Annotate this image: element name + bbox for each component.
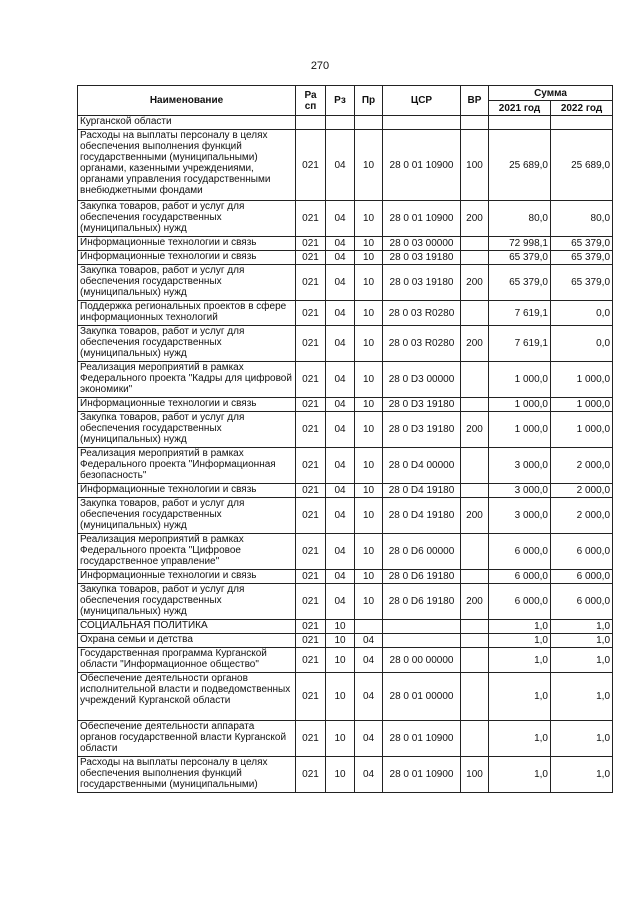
row-pr: 10	[355, 570, 383, 584]
row-vr	[461, 448, 489, 484]
row-vr	[461, 116, 489, 130]
row-pr: 04	[355, 648, 383, 673]
row-2022: 65 379,0	[551, 237, 613, 251]
row-2022: 1 000,0	[551, 362, 613, 398]
row-ra: 021	[296, 448, 326, 484]
row-csr: 28 0 D4 19180	[383, 484, 461, 498]
table-row	[78, 448, 613, 484]
row-ra: 021	[296, 634, 326, 648]
table-row	[78, 534, 613, 570]
row-ra: 021	[296, 620, 326, 634]
table-row	[78, 721, 613, 757]
row-csr: 28 0 03 00000	[383, 237, 461, 251]
row-name: Закупка товаров, работ и услуг для обеспечения государственных (муниципальных) нужд	[78, 201, 296, 237]
row-2022: 1 000,0	[551, 398, 613, 412]
header-2021: 2021 год	[489, 101, 551, 116]
row-pr: 10	[355, 237, 383, 251]
table-row	[78, 301, 613, 326]
row-csr: 28 0 01 10900	[383, 130, 461, 201]
row-2022: 1,0	[551, 673, 613, 721]
row-2022	[551, 116, 613, 130]
row-2021: 3 000,0	[489, 448, 551, 484]
row-csr: 28 0 D4 00000	[383, 448, 461, 484]
row-2022: 6 000,0	[551, 570, 613, 584]
row-vr: 200	[461, 326, 489, 362]
row-2022: 65 379,0	[551, 251, 613, 265]
row-name: Государственная программа Курганской области "Информационное общество"	[78, 648, 296, 673]
row-2021: 1,0	[489, 634, 551, 648]
row-ra: 021	[296, 757, 326, 793]
table-row	[78, 251, 613, 265]
row-pr: 10	[355, 412, 383, 448]
row-rz: 04	[326, 412, 355, 448]
row-ra: 021	[296, 570, 326, 584]
row-rz: 04	[326, 265, 355, 301]
row-ra: 021	[296, 265, 326, 301]
row-vr	[461, 648, 489, 673]
header-vr: ВР	[461, 86, 489, 116]
row-ra: 021	[296, 584, 326, 620]
row-csr: 28 0 01 10900	[383, 757, 461, 793]
row-rz: 04	[326, 584, 355, 620]
row-pr: 10	[355, 484, 383, 498]
row-vr: 100	[461, 130, 489, 201]
row-2022: 0,0	[551, 326, 613, 362]
row-ra: 021	[296, 648, 326, 673]
row-name: Закупка товаров, работ и услуг для обеспечения государственных (муниципальных) нужд	[78, 584, 296, 620]
table-row	[78, 584, 613, 620]
row-vr	[461, 237, 489, 251]
row-2021: 6 000,0	[489, 534, 551, 570]
row-vr	[461, 398, 489, 412]
table-row	[78, 634, 613, 648]
row-csr: 28 0 01 10900	[383, 721, 461, 757]
row-csr: 28 0 01 10900	[383, 201, 461, 237]
row-name: Информационные технологии и связь	[78, 251, 296, 265]
header-name: Наименование	[78, 86, 296, 116]
row-vr	[461, 570, 489, 584]
row-name: Информационные технологии и связь	[78, 237, 296, 251]
table-row	[78, 620, 613, 634]
row-name: Реализация мероприятий в рамках Федерального проекта "Кадры для цифровой экономики"	[78, 362, 296, 398]
row-vr	[461, 634, 489, 648]
row-2022: 80,0	[551, 201, 613, 237]
row-rz: 04	[326, 237, 355, 251]
row-2022: 1,0	[551, 648, 613, 673]
row-name: Закупка товаров, работ и услуг для обеспечения государственных (муниципальных) нужд	[78, 265, 296, 301]
row-2022: 6 000,0	[551, 584, 613, 620]
row-pr	[355, 116, 383, 130]
row-2022: 1,0	[551, 634, 613, 648]
row-ra	[296, 116, 326, 130]
row-2022: 1 000,0	[551, 412, 613, 448]
table-row	[78, 237, 613, 251]
row-vr	[461, 301, 489, 326]
row-pr: 10	[355, 362, 383, 398]
row-name: Закупка товаров, работ и услуг для обеспечения государственных (муниципальных) нужд	[78, 412, 296, 448]
row-2021: 1,0	[489, 648, 551, 673]
row-2021: 7 619,1	[489, 301, 551, 326]
row-2021: 6 000,0	[489, 584, 551, 620]
row-pr: 10	[355, 398, 383, 412]
table-row	[78, 398, 613, 412]
row-vr	[461, 673, 489, 721]
row-csr: 28 0 03 19180	[383, 251, 461, 265]
row-vr	[461, 251, 489, 265]
table-row	[78, 673, 613, 721]
row-vr: 200	[461, 584, 489, 620]
row-rz: 04	[326, 398, 355, 412]
row-name: Информационные технологии и связь	[78, 484, 296, 498]
row-csr: 28 0 03 R0280	[383, 326, 461, 362]
row-rz: 04	[326, 326, 355, 362]
row-rz	[326, 116, 355, 130]
header-rz: Рз	[326, 86, 355, 116]
row-rz: 04	[326, 448, 355, 484]
table-row	[78, 498, 613, 534]
row-rz: 04	[326, 251, 355, 265]
row-rz: 10	[326, 620, 355, 634]
row-vr: 200	[461, 498, 489, 534]
row-ra: 021	[296, 130, 326, 201]
row-2021: 25 689,0	[489, 130, 551, 201]
table-row	[78, 648, 613, 673]
row-vr	[461, 362, 489, 398]
row-pr: 10	[355, 201, 383, 237]
header-pr: Пр	[355, 86, 383, 116]
row-ra: 021	[296, 326, 326, 362]
table-row	[78, 570, 613, 584]
row-pr: 10	[355, 534, 383, 570]
row-rz: 04	[326, 130, 355, 201]
row-2022: 1,0	[551, 620, 613, 634]
header-sum: Сумма	[489, 86, 613, 101]
row-ra: 021	[296, 362, 326, 398]
table-row	[78, 326, 613, 362]
row-name: Реализация мероприятий в рамках Федерального проекта "Цифровое государственное управление"	[78, 534, 296, 570]
table-row	[78, 265, 613, 301]
row-pr: 10	[355, 448, 383, 484]
row-2022: 65 379,0	[551, 265, 613, 301]
row-ra: 021	[296, 534, 326, 570]
row-pr: 10	[355, 498, 383, 534]
row-rz: 04	[326, 301, 355, 326]
row-name: Поддержка региональных проектов в сфере информационных технологий	[78, 301, 296, 326]
row-csr: 28 0 03 R0280	[383, 301, 461, 326]
row-ra: 021	[296, 498, 326, 534]
row-2021: 65 379,0	[489, 251, 551, 265]
row-pr: 04	[355, 757, 383, 793]
row-csr: 28 0 D6 00000	[383, 534, 461, 570]
table-body	[78, 116, 613, 793]
row-2022: 2 000,0	[551, 484, 613, 498]
header-ra: Ра сп	[296, 86, 326, 116]
row-ra: 021	[296, 412, 326, 448]
table-row	[78, 484, 613, 498]
row-pr: 04	[355, 634, 383, 648]
row-csr: 28 0 03 19180	[383, 265, 461, 301]
row-vr: 200	[461, 265, 489, 301]
row-2021: 1,0	[489, 757, 551, 793]
row-2022: 0,0	[551, 301, 613, 326]
row-2021: 80,0	[489, 201, 551, 237]
row-ra: 021	[296, 673, 326, 721]
row-rz: 04	[326, 201, 355, 237]
page-number: 270	[310, 60, 330, 72]
table-row	[78, 362, 613, 398]
row-rz: 04	[326, 362, 355, 398]
row-csr: 28 0 D6 19180	[383, 570, 461, 584]
row-2021: 6 000,0	[489, 570, 551, 584]
row-2021: 1 000,0	[489, 398, 551, 412]
header-row	[78, 86, 613, 101]
row-pr: 10	[355, 584, 383, 620]
row-pr	[355, 620, 383, 634]
row-2021: 3 000,0	[489, 498, 551, 534]
row-rz: 10	[326, 634, 355, 648]
row-name: Обеспечение деятельности аппарата органов государственной власти Курганской области	[78, 721, 296, 757]
row-rz: 10	[326, 673, 355, 721]
row-vr: 200	[461, 412, 489, 448]
row-name: Обеспечение деятельности органов исполнительной власти и подведомственных учреждений Курганской области	[78, 673, 296, 721]
row-ra: 021	[296, 237, 326, 251]
row-csr	[383, 620, 461, 634]
header-2022: 2022 год	[551, 101, 613, 116]
row-rz: 10	[326, 757, 355, 793]
row-rz: 04	[326, 534, 355, 570]
row-csr: 28 0 D3 19180	[383, 398, 461, 412]
row-2021: 1 000,0	[489, 412, 551, 448]
row-csr: 28 0 D3 00000	[383, 362, 461, 398]
row-2021: 3 000,0	[489, 484, 551, 498]
row-ra: 021	[296, 484, 326, 498]
row-csr: 28 0 D6 19180	[383, 584, 461, 620]
row-ra: 021	[296, 201, 326, 237]
row-2022: 2 000,0	[551, 448, 613, 484]
row-2021	[489, 116, 551, 130]
row-2021: 72 998,1	[489, 237, 551, 251]
row-2021: 7 619,1	[489, 326, 551, 362]
row-rz: 10	[326, 648, 355, 673]
table-row	[78, 130, 613, 201]
row-vr	[461, 484, 489, 498]
row-2022: 6 000,0	[551, 534, 613, 570]
row-pr: 10	[355, 265, 383, 301]
header-csr: ЦСР	[383, 86, 461, 116]
row-csr: 28 0 D3 19180	[383, 412, 461, 448]
row-ra: 021	[296, 251, 326, 265]
row-2022: 1,0	[551, 721, 613, 757]
row-vr	[461, 721, 489, 757]
row-2022: 2 000,0	[551, 498, 613, 534]
row-name: Расходы на выплаты персоналу в целях обеспечения выполнения функций государственными (муниципальными)	[78, 757, 296, 793]
row-name: Охрана семьи и детства	[78, 634, 296, 648]
row-rz: 04	[326, 570, 355, 584]
row-vr: 100	[461, 757, 489, 793]
row-vr	[461, 620, 489, 634]
row-pr: 04	[355, 673, 383, 721]
row-name: Информационные технологии и связь	[78, 398, 296, 412]
row-ra: 021	[296, 398, 326, 412]
table-row	[78, 412, 613, 448]
row-vr: 200	[461, 201, 489, 237]
row-csr	[383, 634, 461, 648]
row-2022: 1,0	[551, 757, 613, 793]
row-pr: 10	[355, 251, 383, 265]
row-name: Реализация мероприятий в рамках Федерального проекта "Информационная безопасность"	[78, 448, 296, 484]
budget-table	[77, 85, 613, 793]
row-ra: 021	[296, 721, 326, 757]
row-pr: 10	[355, 130, 383, 201]
row-pr: 04	[355, 721, 383, 757]
row-rz: 04	[326, 484, 355, 498]
row-name: Курганской области	[78, 116, 296, 130]
row-2021: 65 379,0	[489, 265, 551, 301]
row-2021: 1,0	[489, 620, 551, 634]
row-csr: 28 0 01 00000	[383, 673, 461, 721]
row-name: Закупка товаров, работ и услуг для обеспечения государственных (муниципальных) нужд	[78, 326, 296, 362]
row-csr: 28 0 00 00000	[383, 648, 461, 673]
row-ra: 021	[296, 301, 326, 326]
row-pr: 10	[355, 301, 383, 326]
row-2022: 25 689,0	[551, 130, 613, 201]
row-name: Расходы на выплаты персоналу в целях обеспечения выполнения функций государственными (муниципальными) органами, казенными учреждениями, органами управления государственными внебюджетными фондами	[78, 130, 296, 201]
row-rz: 04	[326, 498, 355, 534]
row-2021: 1,0	[489, 721, 551, 757]
row-csr: 28 0 D4 19180	[383, 498, 461, 534]
row-name: СОЦИАЛЬНАЯ ПОЛИТИКА	[78, 620, 296, 634]
row-vr	[461, 534, 489, 570]
row-name: Информационные технологии и связь	[78, 570, 296, 584]
row-name: Закупка товаров, работ и услуг для обеспечения государственных (муниципальных) нужд	[78, 498, 296, 534]
row-rz: 10	[326, 721, 355, 757]
table-row	[78, 201, 613, 237]
table-row	[78, 116, 613, 130]
row-pr: 10	[355, 326, 383, 362]
row-csr	[383, 116, 461, 130]
table-row	[78, 757, 613, 793]
row-2021: 1 000,0	[489, 362, 551, 398]
row-2021: 1,0	[489, 673, 551, 721]
